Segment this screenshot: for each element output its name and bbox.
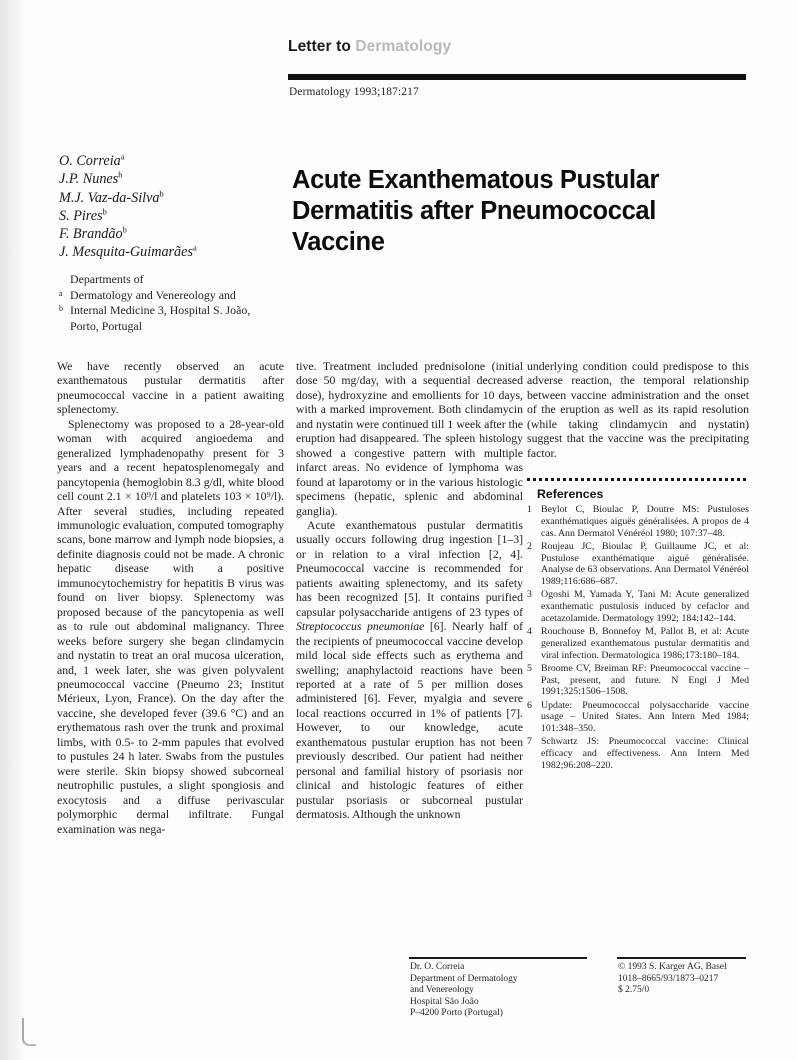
author-name [59,189,274,207]
scan-page-corner [22,1018,36,1046]
references-list [527,504,749,773]
reference-number: 2 [527,540,532,552]
reference-item [527,736,749,771]
author-label: J.P. Nunes [59,171,119,188]
footer-rule-right [617,957,746,959]
address-line: and Venereology [410,985,474,996]
address-line: Dr. O. Correia [410,962,465,972]
reference-item [527,589,749,624]
paragraph: We have recently observed an acute exanthematous pustular dermatitis after pneumococcal vaccine in a patient awaiting splenectomy. [57,360,284,417]
reference-text: Update: Pneumococcal polysaccharide vaccine usage – United States. Ann Intern Med 1984; 101:348–350. [541,699,749,734]
references-heading: References [537,487,604,501]
author-label: O. Correia [59,153,121,169]
reference-item [527,504,749,539]
reference-text: Beylot C, Bioulac P, Doutre MS: Pustuloses exanthématiques aiguës généralisées. A propos de 4 cas. Ann Dermatol Vénéréol 1980; 107:37–48. [541,504,749,539]
affiliation-item [59,303,284,319]
affiliation-intro-label: Departments of [70,272,144,286]
address-line: P–4200 Porto (Portugal) [410,1008,503,1019]
author-label: J. Mesquita-Guimarães [59,244,193,261]
masthead-prefix: Letter to [288,38,351,55]
address-line: Department of Dermatology [410,973,518,984]
author-name [59,207,274,225]
affiliation-item [59,288,284,304]
author-affiliation-mark: b [102,207,107,217]
address-line: Hospital São João [410,996,479,1007]
affiliation-text: Dermatology and Venereology and [70,287,236,302]
reference-item [527,663,749,698]
price-line: $ 2.75/0 [618,985,650,996]
author-affiliation-mark: b [122,225,127,235]
masthead-journal-name: Dermatology [355,38,452,55]
reference-number: 1 [527,504,532,515]
reference-number: 4 [527,626,532,637]
footer-rule-left [409,957,587,959]
reference-item [527,700,749,735]
author-label: S. Pires [59,207,103,224]
body-column-2 [296,360,523,823]
reference-number: 3 [527,589,532,601]
paragraph: underlying condition could predispose to this adverse reaction, the temporal relationship between vaccine administration and the onset of the eruption as well as its rapid resolution (while taking clindamycin and nystatin) suggest that the vaccine was the precipitating factor. [527,360,749,460]
paragraph: tive. Treatment included prednisolone (initial dose 50 mg/day, with a sequential decreased dose), hydroxyzine and emollients for 10 days, with a marked improvement. Both clindamycin and nystatin were continued till 1 week after the eruption had disappeared. The spleen histology showed a congestive pattern with multiple infarct areas. No evidence of lymphoma was found at laparotomy or in the various histologic specimens (hepatic, splenic and abdominal ganglia). [296,360,523,518]
affiliation-block [59,272,284,334]
correspondence-address [410,962,600,1020]
body-column-3 [527,360,749,461]
reference-number: 6 [527,699,532,711]
reference-item [527,626,749,661]
scan-edge-shadow [0,0,26,1060]
copyright-block [618,962,753,997]
author-affiliation-mark: a [192,243,197,253]
reference-text: Schwartz JS: Pneumococcal vaccine: Clinical efficacy and effectiveness. Ann Intern Med 1982;96:208–220. [541,736,749,771]
references-separator [527,478,749,481]
reference-number: 7 [527,736,532,748]
species-name: Streptococcus pneumoniae [296,620,425,634]
affiliation-intro [59,272,284,288]
reference-text: Rouchouse B, Bonnefoy M, Pallot B, et al: Acute generalized exanthematous pustular dermatitis and viral infection. Dermatologica 1986;173:180–184. [541,626,749,661]
paragraph: Splenectomy was proposed to a 28-year-old woman with acquired angioedema and generalized lymphadenopathy present for 3 years and a recent hepatosplenomegaly and pancytopenia (hemoglobin 8.3 g/dl, white blood cell count 2.1 × 10⁹/l and platelets 103 × 10⁹/l). After several studies, including repeated immunologic evaluation, computed tomography scans, bone marrow and lymph node biopsies, a definite diagnosis could not be made. A chronic hepatic disease with a positive immunocytochemistry for hepatitis B virus was found on liver biopsy. Splenectomy was proposed because of the pancytopenia as well as to rule out abdominal malignancy. Three weeks before surgery she began clindamycin and nystatin to treat an oral mucosa ulceration, and, 1 week later, she was given polyvalent pneumococcal vaccine (Pneumo 23; Institut Mérieux, Lyon, France). On the day after the vaccine, she developed fever (39.6 °C) and an erythematous rash over the trunk and proximal limbs, with 0.5- to 2-mm papules that evolved to pustules 24 h later. Swabs from the pustules were sterile. Skin biopsy showed subcorneal neutrophilic pustules, a slight spongiosis and exocytosis and a diffuse perivascular polymorphic dermal infiltrate. Fungal examination was nega- [57,417,284,836]
masthead-line [288,38,748,56]
header-rule [288,74,746,80]
reference-text: Ogoshi M, Yamada Y, Tani M: Acute generalized exanthematic pustulosis induced by cefaclor and acetazolamide. Dermatology 1992; 184:142–144. [541,589,749,624]
affiliation-mark: a [59,288,63,298]
author-list [59,152,274,262]
author-affiliation-mark: b [159,188,164,198]
affiliation-text: Internal Medicine 3, Hospital S. João, [70,303,251,318]
author-affiliation-mark: b [118,170,123,180]
author-name [59,170,274,188]
author-name [59,152,274,170]
reference-text: Broome CV, Breiman RF: Pneumococcal vaccine – Past, present, and future. N Engl J Med 1991;325:1506–1508. [541,662,749,698]
body-column-1 [57,360,284,837]
article-title: Acute Exanthematous Pustular Dermatitis after Pneumococcal Vaccine [292,166,660,257]
journal-citation: Dermatology 1993;187:217 [289,86,419,98]
author-name [59,243,274,261]
reference-number: 5 [527,662,532,674]
author-name [59,225,274,243]
reference-item [527,541,749,588]
copyright-line: © 1993 S. Karger AG, Basel [618,962,727,972]
affiliation-mark: b [59,304,64,314]
issn-line: 1018–8665/93/1873–0217 [618,973,719,984]
author-affiliation-mark: a [120,152,125,162]
author-label: M.J. Vaz-da-Silva [59,189,160,206]
paragraph: Acute exanthematous pustular dermatitis usually occurs following drug ingestion [1–3] or in relation to a viral infection [2, 4]. Pneumococcal vaccine is recommended for patients awaiting splenectomy, and its safety has been recognized [5]. It contains purified capsular polysaccharide antigens of 23 types of Streptococcus pneumoniae [6]. Nearly half of the recipients of pneumococcal vaccine develop mild local side effects such as erythema and swelling; anaphylactoid reactions have been reported at a rate of 5 per million doses administered [6]. Fever, myalgia and severe local reactions occurred in 1% of patients [7]. However, to our knowledge, acute exanthematous pustular eruption has not been previously described. Our patient had neither personal and familial history of psoriasis nor clinical and histologic features of either pustular psoriasis or subcorneal pustular dermatosis. Although the unknown [296,518,523,822]
affiliation-city [59,319,284,335]
masthead [288,38,748,56]
author-label: F. Brandão [59,226,123,243]
affiliation-city-label: Porto, Portugal [70,318,143,333]
reference-text: Roujeau JC, Bioulac P, Guillaume JC, et al: Pustulose exanthématique aiguë généralisée. Analyse de 63 observations. Ann Dermatol Vénéréol 1989;116:686–687. [541,540,749,587]
